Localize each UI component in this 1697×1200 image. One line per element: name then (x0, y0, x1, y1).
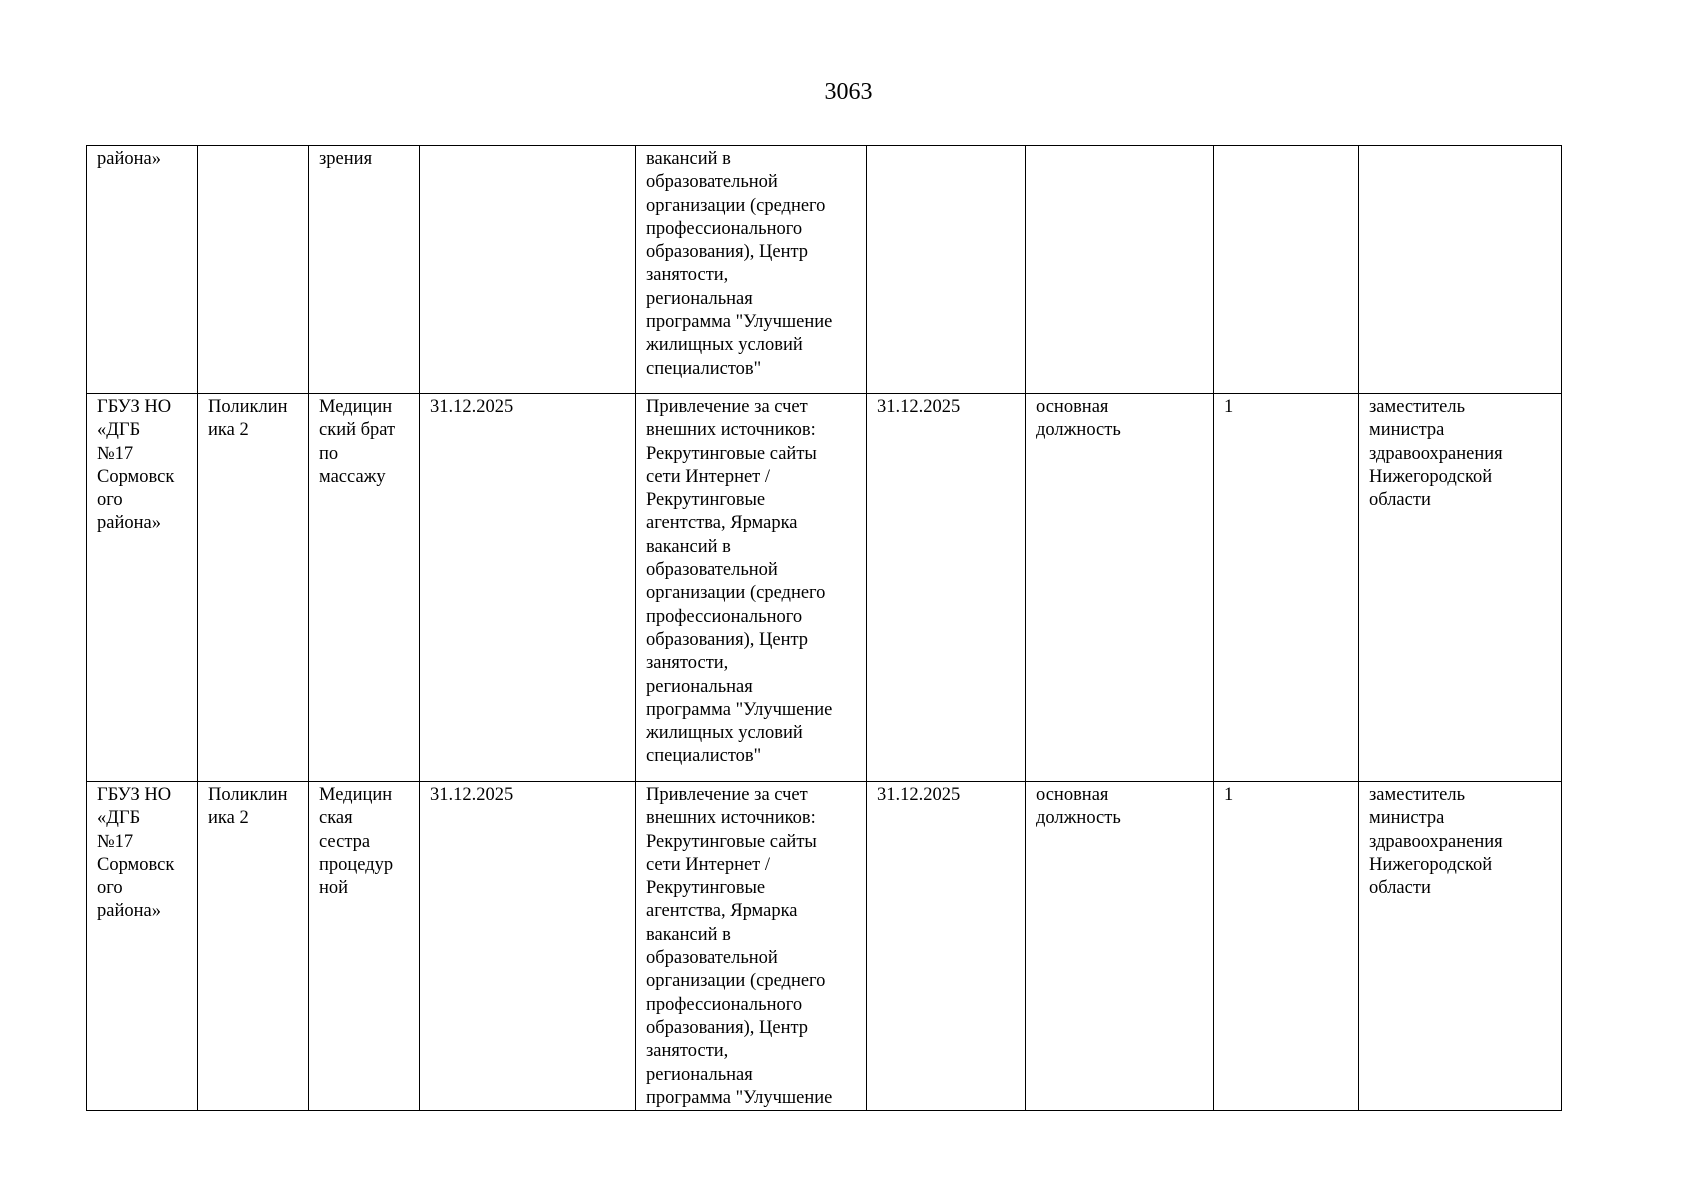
cell-deadline: 31.12.2025 (867, 782, 1026, 1111)
cell-count: 1 (1214, 782, 1359, 1111)
cell-responsible: заместитель министра здравоохранения Нижегородской области (1359, 394, 1562, 782)
cell-position: зрения (309, 146, 420, 394)
cell-position-type: основная должность (1026, 394, 1214, 782)
cell-measures: Привлечение за счет внешних источников: Рекрутинговые сайты сети Интернет / Рекрутинговые агентства, Ярмарка вакансий в образовательной организации (среднего профессионального образования), Центр занятости, региональная программа "Улучшение (636, 782, 867, 1111)
cell-count (1214, 146, 1359, 394)
cell-institution: района» (87, 146, 198, 394)
cell-position: Медицин ская сестра процедур ной (309, 782, 420, 1111)
cell-measures: Привлечение за счет внешних источников: Рекрутинговые сайты сети Интернет / Рекрутинговые агентства, Ярмарка вакансий в образовательной организации (среднего профессионального образования), Центр занятости, региональная программа "Улучшение жилищных условий специалистов" (636, 394, 867, 782)
cell-date: 31.12.2025 (420, 394, 636, 782)
cell-institution: ГБУЗ НО «ДГБ №17 Сормовск ого района» (87, 394, 198, 782)
cell-responsible (1359, 146, 1562, 394)
cell-position-type: основная должность (1026, 782, 1214, 1111)
cell-department: Поликлин ика 2 (198, 782, 309, 1111)
cell-deadline (867, 146, 1026, 394)
table-row (87, 782, 1562, 1111)
cell-date (420, 146, 636, 394)
table-row (87, 146, 1562, 394)
cell-position: Медицин ский брат по массажу (309, 394, 420, 782)
cell-department (198, 146, 309, 394)
cell-deadline: 31.12.2025 (867, 394, 1026, 782)
page-number: 3063 (824, 79, 873, 105)
cell-count: 1 (1214, 394, 1359, 782)
table-row (87, 394, 1562, 782)
cell-responsible: заместитель министра здравоохранения Нижегородской области (1359, 782, 1562, 1111)
cell-institution: ГБУЗ НО «ДГБ №17 Сормовск ого района» (87, 782, 198, 1111)
cell-department: Поликлин ика 2 (198, 394, 309, 782)
document-table (86, 145, 1562, 1111)
cell-measures: вакансий в образовательной организации (среднего профессионального образования), Центр занятости, региональная программа "Улучшение жилищных условий специалистов" (636, 146, 867, 394)
cell-position-type (1026, 146, 1214, 394)
cell-date: 31.12.2025 (420, 782, 636, 1111)
